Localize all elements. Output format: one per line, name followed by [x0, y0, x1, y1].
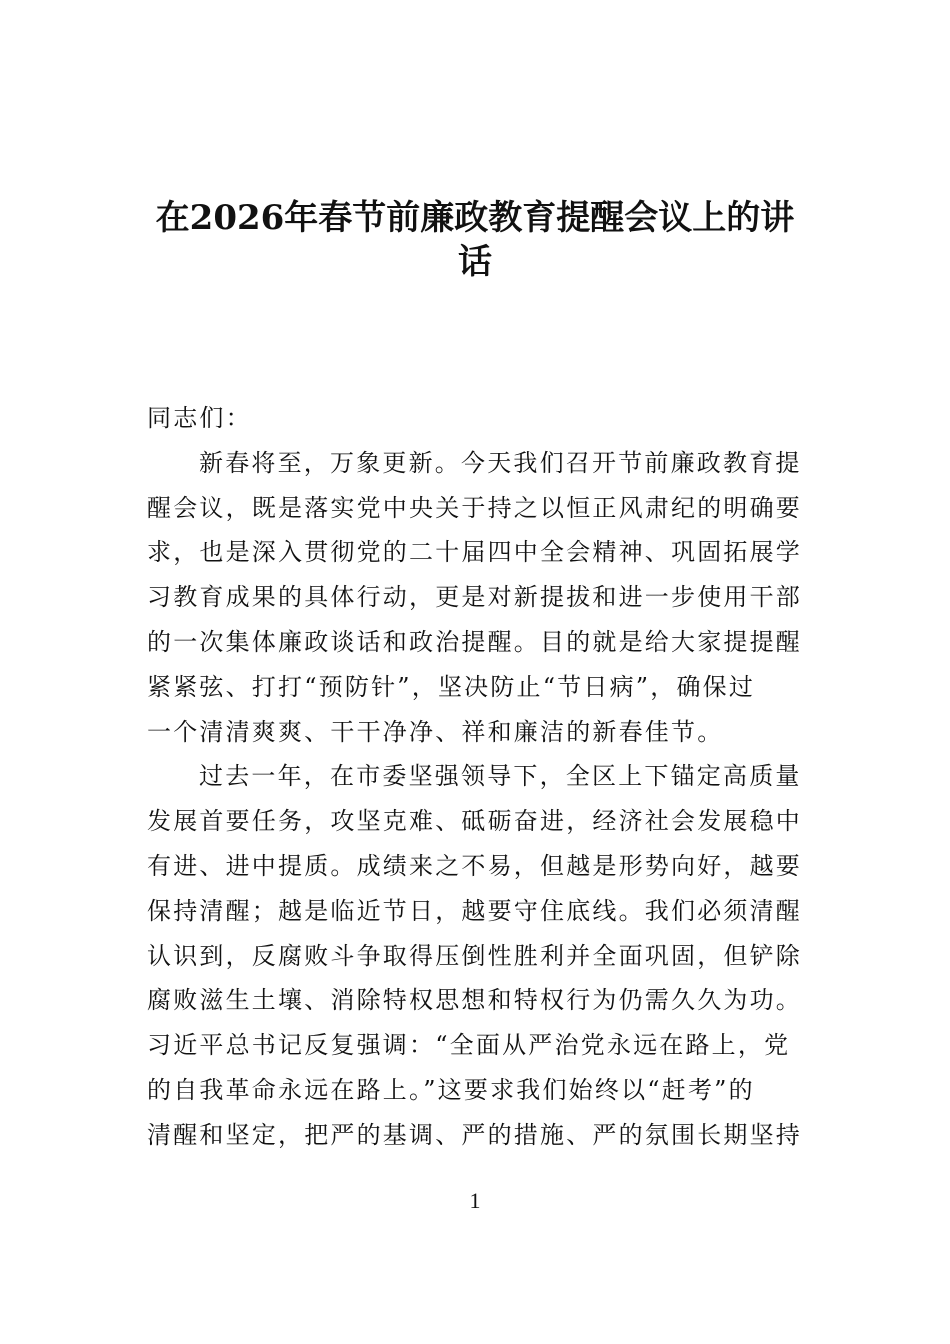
paragraph-line: 新春将至，万象更新。今天我们召开节前廉政教育提 — [199, 448, 802, 477]
paragraph-line: 紧紧弦、打打“预防针”，坚决防止“节日病”，确保过 — [147, 672, 756, 701]
paragraph-line: 腐败滋生土壤、消除特权思想和特权行为仍需久久为功。 — [147, 986, 802, 1015]
paragraph-line: 习教育成果的具体行动，更是对新提拔和进一步使用干部 — [147, 583, 802, 612]
paragraph-line: 一个清清爽爽、干干净净、祥和廉洁的新春佳节。 — [147, 717, 724, 746]
document-title-line-1: 在2026年春节前廉政教育提醒会议上的讲 — [155, 198, 795, 238]
paragraph-line: 认识到，反腐败斗争取得压倒性胜利并全面巩固，但铲除 — [147, 941, 802, 970]
paragraph-line: 过去一年，在市委坚强领导下，全区上下锚定高质量 — [199, 762, 802, 791]
page-number: 1 — [469, 1188, 481, 1213]
paragraph-line: 保持清醒；越是临近节日，越要守住底线。我们必须清醒 — [147, 896, 802, 925]
salutation: 同志们： — [147, 404, 252, 432]
paragraph-line: 有进、进中提质。成绩来之不易，但越是形势向好，越要 — [147, 851, 802, 880]
paragraph-line: 习近平总书记反复强调：“全面从严治党永远在路上，党 — [147, 1031, 791, 1060]
paragraph-line: 的一次集体廉政谈话和政治提醒。目的就是给大家提提醒 — [147, 627, 802, 656]
paragraph-line: 醒会议，既是落实党中央关于持之以恒正风肃纪的明确要 — [147, 493, 802, 522]
paragraph-line: 发展首要任务，攻坚克难、砥砺奋进，经济社会发展稳中 — [147, 807, 802, 836]
paragraph-line: 的自我革命永远在路上。”这要求我们始终以“赶考”的 — [147, 1075, 755, 1104]
paragraph-line: 求，也是深入贯彻党的二十届四中全会精神、巩固拓展学 — [147, 538, 802, 567]
document-title-line-2: 话 — [458, 242, 492, 282]
paragraphs — [147, 441, 827, 1158]
paragraph — [147, 754, 827, 1157]
document-body — [147, 396, 827, 1158]
paragraph — [147, 441, 827, 755]
paragraph-line: 清醒和坚定，把严的基调、严的措施、严的氛围长期坚持 — [147, 1120, 802, 1149]
